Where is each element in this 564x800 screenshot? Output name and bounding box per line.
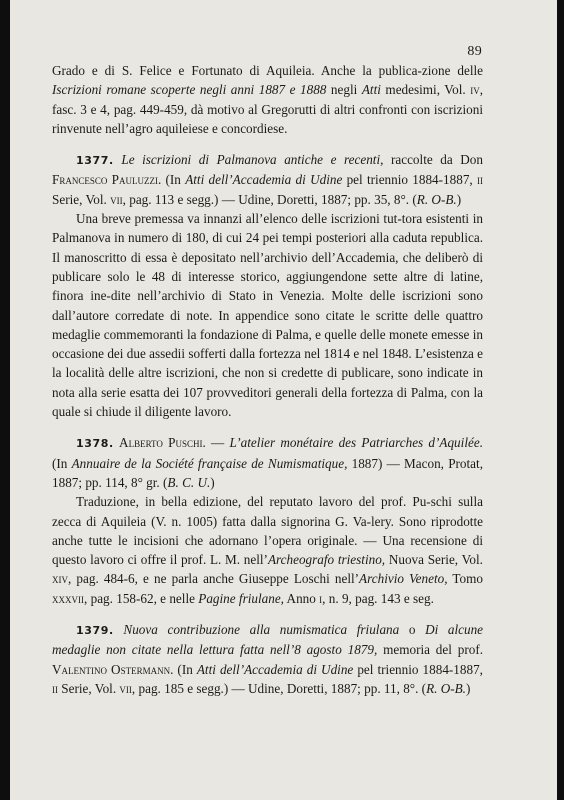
entry-number: 1378. [76, 437, 114, 451]
entry-author: Valentino Ostermann [52, 661, 171, 677]
page-number: 89 [467, 44, 482, 59]
entry-1377-body: Una breve premessa va innanzi all’elenco delle iscrizioni tut-tora esistenti in Palmanova in numero di 180, di cui 24 pei tempi posteriori alla caduta republica. Il manoscritto di essa è depositato nell’archivio dell’Accademia, che deliberò di publicare solo le 48 di interesse storico, aggiungendone sette altre di latine, finora ine-dite nell’archivio di Stato in Venezia. Molte delle iscrizioni sono dall’autore corredate di note. In appendice sono citate le scritte delle quattro medaglie commemoranti la fondazione di Palma, e quelle delle monete emesse in occasione dei due assedii sofferti dalla fortezza nel 1814 e nel 1848. L’esistenza e la località delle altre iscrizioni, che non si credette di publicare, sono indicate in nota alla serie esatta dei 107 provveditori generali della fortezza di Palma, con la quale si chiude il diligente lavoro. [52, 211, 483, 420]
entry-number: 1377. [76, 154, 114, 168]
intro-paragraph: Grado e di S. Felice e Fortunato di Aquileia. Anche la publica-zione delle Iscrizioni romane scoperte negli anni 1887 e 1888 negli Atti medesimi, Vol. iv, fasc. 3 e 4, pag. 449-459, dà motivo al Gregorutti di altri confronti con iscrizioni rinvenute nell’agro aquileiese e concordiese. [52, 63, 483, 136]
entry-title: Le iscrizioni di Palmanova antiche e recenti, [121, 152, 384, 168]
entry-1379-heading: 1379. Nuova contribuzione alla numismatica friulana o Di alcune medaglie non citate nella lettura fatta nell’8 agosto 1879, memoria del prof. Valentino Ostermann. (In Atti dell’Accademia di Udine pel triennio 1884-1887, ii Serie, Vol. vii, pag. 185 e segg.) — Udine, Doretti, 1887; pp. 11, 8°. (R. O-B.) [52, 622, 484, 696]
entry-title: L’atelier monétaire des Patriarches d’Aquilée. [229, 435, 483, 451]
entry-1378-body: Traduzione, in bella edizione, del reputato lavoro del prof. Pu-schi sulla zecca di Aquileia (V. n. 1005) fatta dalla signorina G. Va-lery. Sono riprodotte anche tutte le incisioni che adornano l’opera originale. — Una recensione di questo lavoro ci offre il prof. L. M. nell’Archeografo triestino, Nuova Serie, Vol. xiv, pag. 484-6, e ne parla anche Giuseppe Loschi nell’Archivio Veneto, Tomo xxxvii, pag. 158-62, e nelle Pagine friulane, Anno i, n. 9, pag. 143 e seg. [52, 494, 484, 606]
book-page [10, 0, 557, 800]
entry-number: 1379. [76, 624, 114, 638]
entry-author: Alberto Puschi [119, 435, 203, 451]
entry-1377-heading: 1377. Le iscrizioni di Palmanova antiche e recenti, raccolte da Don Francesco Pauluzzi. (In Atti dell’Accademia di Udine pel triennio 1884-1887, ii Serie, Vol. vii, pag. 113 e segg.) — Udine, Doretti, 1887; pp. 35, 8°. (R. O-B.) [52, 152, 483, 207]
page-text [52, 61, 483, 698]
entry-title: Nuova contribuzione alla numismatica friulana [123, 622, 400, 638]
entry-1378-heading: 1378. Alberto Puschi. — L’atelier monétaire des Patriarches d’Aquilée. (In Annuaire de la Société française de Numismatique, 1887) — Macon, Protat, 1887; pp. 114, 8° gr. (B. C. U.) [52, 435, 483, 490]
entry-author: Francesco Pauluzzi [52, 172, 158, 188]
